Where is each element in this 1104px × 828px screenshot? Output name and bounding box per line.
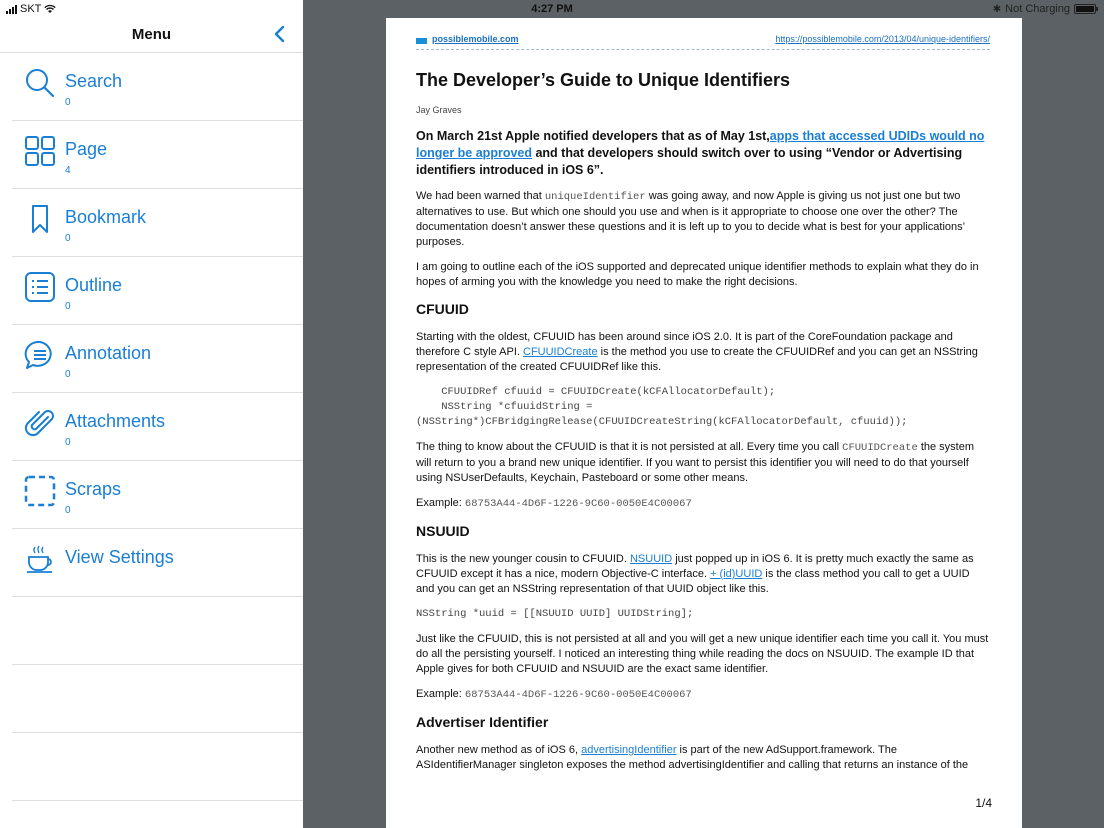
paragraph: Just like the CFUUID, this is not persisted at all and you will get a new unique identifier each time you call it. You must do all the persisting yourself. I noticed an interesting thing while reading the docs on NSUUID. The example ID that Apple gives for both CFUUID and NSUUID are the exact same identifier. [416, 633, 989, 675]
inline-code: uniqueIdentifier [544, 191, 646, 203]
menu-item-label: Annotation [65, 343, 152, 363]
menu-item-scraps[interactable] [12, 461, 303, 529]
code-block: CFUUIDRef cfuuid = CFUUIDCreate(kCFAllocatorDefault); NSString *cfuuidString = (NSString*)CFBridgingRelease(CFUUIDCreateString(kCFAllocatorDefault, cfuuid)); [416, 386, 908, 428]
menu-item-label: View Settings [65, 547, 174, 567]
cfuuidcreate-link[interactable]: CFUUIDCreate [523, 346, 598, 358]
menu-item-outline[interactable] [12, 257, 303, 325]
paragraph [416, 189, 990, 250]
scraps-icon [24, 475, 56, 507]
paragraph [416, 743, 990, 773]
source-url-link[interactable]: https://possiblemobile.com/2013/04/unique-identifiers/ [775, 34, 990, 44]
section-heading-nsuuid: NSUUID [416, 523, 470, 539]
lead-text: and that developers should switch over to using “Vendor or Advertising identifiers introduced in iOS 6”. [416, 146, 963, 177]
menu-list [0, 53, 303, 801]
example-value: 68753A44-4D6F-1226-9C60-0050E4C00067 [464, 498, 692, 510]
example-line [416, 687, 990, 703]
code-block: NSString *uuid = [[NSUUID UUID] UUIDString]; [416, 608, 694, 620]
menu-item-label: Outline [65, 275, 123, 295]
site-link[interactable]: possiblemobile.com [432, 34, 519, 44]
menu-item-annotation[interactable] [12, 325, 303, 393]
inline-code: CFUUIDCreate [842, 442, 918, 454]
menu-item-view-settings[interactable] [12, 529, 303, 597]
menu-empty-row [12, 597, 303, 665]
chevron-left-icon[interactable] [271, 24, 289, 44]
menu-item-label: Scraps [65, 479, 122, 499]
site-logo-bar [416, 38, 427, 44]
menu-item-count: 0 [65, 505, 71, 516]
menu-item-count: 0 [65, 437, 71, 448]
document-page[interactable] [386, 18, 1022, 828]
paragraph [416, 552, 990, 597]
paragraph-text: The thing to know about the CFUUID is that it is not persisted at all. Every time you call [416, 441, 843, 453]
paragraph-text: just popped up in iOS 6. It is pretty much exactly the same as CFUUID except it has a nice, modern Objective-C interface. [416, 553, 974, 580]
bookmark-icon [24, 203, 56, 235]
example-line [416, 496, 990, 512]
status-bar [0, 0, 1104, 18]
menu-item-label: Search [65, 71, 123, 91]
annotation-icon [24, 339, 56, 371]
menu-item-page[interactable] [12, 121, 303, 189]
bluetooth-icon: ✱ [992, 3, 1002, 15]
paragraph [416, 330, 990, 375]
article-lead [416, 128, 990, 179]
lead-text: On March 21st Apple notified developers that as of May 1st, [416, 129, 770, 143]
paragraph-text: is part of the new AdSupport.framework. The ASIdentifierManager singleton exposes the method advertisingIdentifier and calling that returns an instance of the [416, 744, 969, 771]
menu-item-label: Bookmark [65, 207, 147, 227]
nsuuid-link[interactable]: NSUUID [629, 553, 673, 565]
article-title: The Developer’s Guide to Unique Identifiers [416, 70, 791, 90]
menu-item-search[interactable] [12, 53, 303, 121]
paragraph-text: is the class method you call to get a UUID and you can get an NSString representation of that UUID object like this. [416, 568, 970, 595]
source-header [416, 30, 990, 50]
example-label: Example: [416, 688, 465, 700]
menu-item-count: 0 [65, 369, 71, 380]
paperclip-icon [24, 407, 56, 439]
menu-item-count: 0 [65, 233, 71, 244]
status-time: 4:27 PM [531, 3, 573, 15]
section-heading-advertiser: Advertiser Identifier [416, 714, 549, 730]
grid-icon [24, 135, 56, 167]
menu-item-count: 4 [65, 165, 71, 176]
carrier-label: SKT [20, 3, 42, 15]
example-value: 68753A44-4D6F-1226-9C60-0050E4C00067 [464, 689, 692, 701]
menu-header [0, 18, 303, 53]
uuid-method-link[interactable]: + (id)UUID [710, 568, 763, 580]
paragraph: I am going to outline each of the iOS supported and deprecated unique identifier methods to explain what they do in hopes of arming you with the knowledge you need to make the right decisions. [416, 261, 979, 288]
search-icon [24, 67, 56, 99]
menu-item-attachments[interactable] [12, 393, 303, 461]
menu-title: Menu [131, 26, 172, 43]
paragraph-text: the system will return to you a brand new unique identifier. If you want to persist this identifier you will need to do that yourself using NSUserDefaults, Keychain, Pasteboard or some other means. [416, 441, 975, 484]
paragraph-text: This is the new younger cousin to CFUUID. [416, 553, 630, 565]
advertising-identifier-link[interactable]: advertisingIdentifier [581, 744, 677, 756]
section-heading-cfuuid: CFUUID [416, 301, 469, 317]
menu-empty-row [12, 665, 303, 733]
paragraph [416, 440, 990, 486]
charging-label: Not Charging [1005, 3, 1070, 15]
menu-item-bookmark[interactable] [12, 189, 303, 257]
menu-item-label: Attachments [65, 411, 166, 431]
paragraph-text: Starting with the oldest, CFUUID has been around since iOS 2.0. It is part of the CoreFoundation package and therefore C style API. [416, 331, 953, 358]
battery-icon [1074, 4, 1096, 14]
paragraph-text: is the method you use to create the CFUUIDRef and you can get an NSString representation of the created CFUUIDRef like this. [416, 346, 978, 373]
article-author: Jay Graves [416, 105, 462, 115]
paragraph-text: Another new method as of iOS 6, [416, 744, 582, 756]
page-indicator: 1/4 [975, 796, 992, 810]
menu-empty-row [12, 733, 303, 801]
coffee-cup-icon [24, 543, 56, 575]
document-content [416, 30, 990, 783]
menu-item-count: 0 [65, 301, 71, 312]
udid-link[interactable]: apps that accessed UDIDs would no longer be approved [416, 129, 985, 160]
paragraph-text: was going away, and now Apple is giving us not just one but two alternatives to use. But which one should you use and when is it appropriate to choose one over the other? The documentation doesn’t answer these questions and it is left up to you to decide what is best for your applications’ purposes. [416, 190, 965, 248]
menu-sidebar [0, 0, 303, 828]
menu-item-label: Page [65, 139, 108, 159]
paragraph-text: We had been warned that [416, 190, 545, 202]
menu-item-count: 0 [65, 97, 71, 108]
outline-icon [24, 271, 56, 303]
example-label: Example: [416, 497, 465, 509]
